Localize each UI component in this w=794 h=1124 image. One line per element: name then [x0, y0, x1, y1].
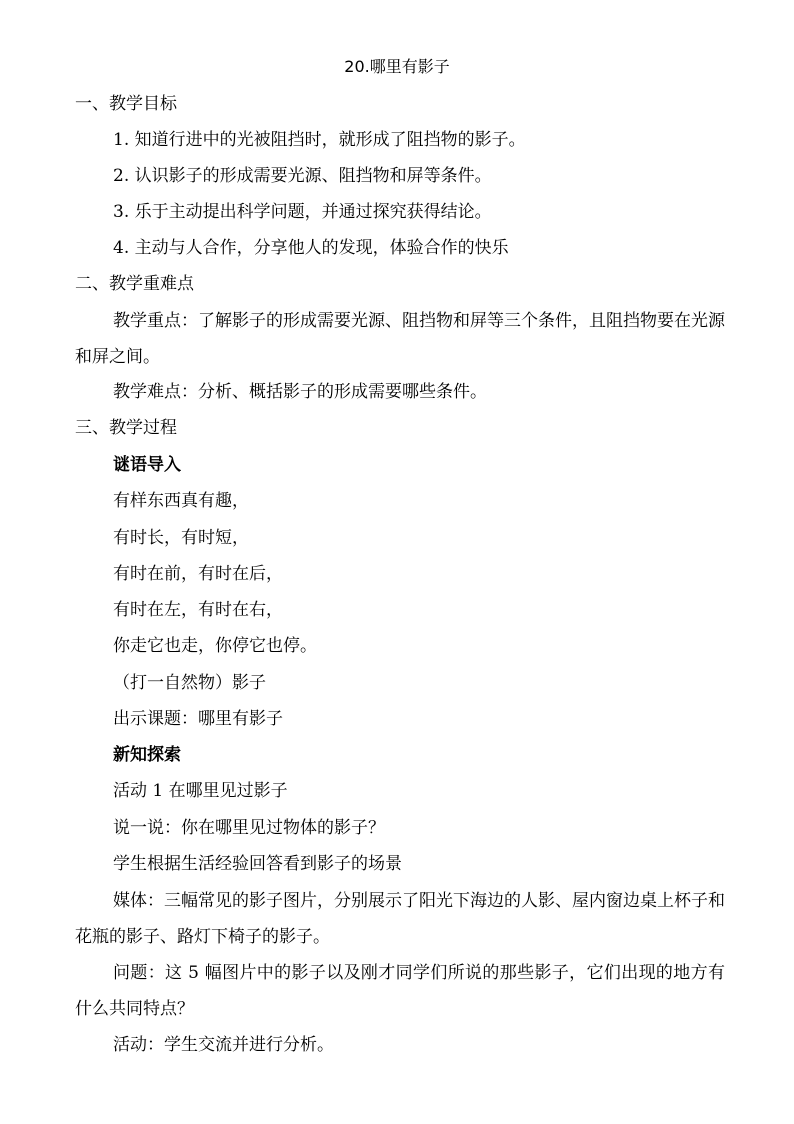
objective-item-3: 3. 乐于主动提出科学问题，并通过探究获得结论。	[113, 202, 492, 222]
riddle-line-2: 有时长，有时短，	[113, 528, 249, 548]
explore-heading: 新知探索	[113, 745, 181, 765]
objective-item-1: 1. 知道行进中的光被阻挡时，就形成了阻挡物的影子。	[113, 130, 526, 150]
question-paragraph: 问题：这 5 幅图片中的影子以及刚才同学们所说的那些影子，它们出现的地方有什么共同特点？	[75, 963, 725, 1019]
riddle-heading: 谜语导入	[113, 455, 181, 475]
say-prompt: 说一说：你在哪里见过物体的影子？	[113, 818, 385, 838]
difficult-point-paragraph: 教学难点：分析、概括影子的形成需要哪些条件。	[113, 382, 487, 402]
objective-item-2: 2. 认识影子的形成需要光源、阻挡物和屏等条件。	[113, 166, 492, 186]
activity-1-title: 活动 1 在哪里见过影子	[113, 781, 288, 801]
riddle-answer: （打一自然物）影子	[113, 673, 266, 693]
objective-item-4: 4. 主动与人合作，分享他人的发现，体验合作的快乐	[113, 238, 509, 258]
riddle-line-3: 有时在前，有时在后，	[113, 564, 283, 584]
section-heading-objectives: 一、教学目标	[75, 94, 177, 114]
riddle-line-5: 你走它也走，你停它也停。	[113, 636, 317, 656]
student-answer: 学生根据生活经验回答看到影子的场景	[113, 854, 402, 874]
key-point-paragraph: 教学重点：了解影子的形成需要光源、阻挡物和屏等三个条件，且阻挡物要在光源和屏之间。	[75, 311, 725, 367]
media-paragraph: 媒体：三幅常见的影子图片，分别展示了阳光下海边的人影、屋内窗边桌上杯子和花瓶的影子、路灯下椅子的影子。	[75, 891, 725, 947]
activity-line: 活动：学生交流并进行分析。	[113, 1035, 334, 1055]
lesson-title-line: 出示课题：哪里有影子	[113, 709, 283, 729]
section-heading-process: 三、教学过程	[75, 418, 177, 438]
riddle-line-1: 有样东西真有趣，	[113, 491, 249, 511]
page-title: 20.哪里有影子	[344, 57, 450, 76]
riddle-line-4: 有时在左，有时在右，	[113, 600, 283, 620]
section-heading-key-points: 二、教学重难点	[75, 274, 194, 294]
